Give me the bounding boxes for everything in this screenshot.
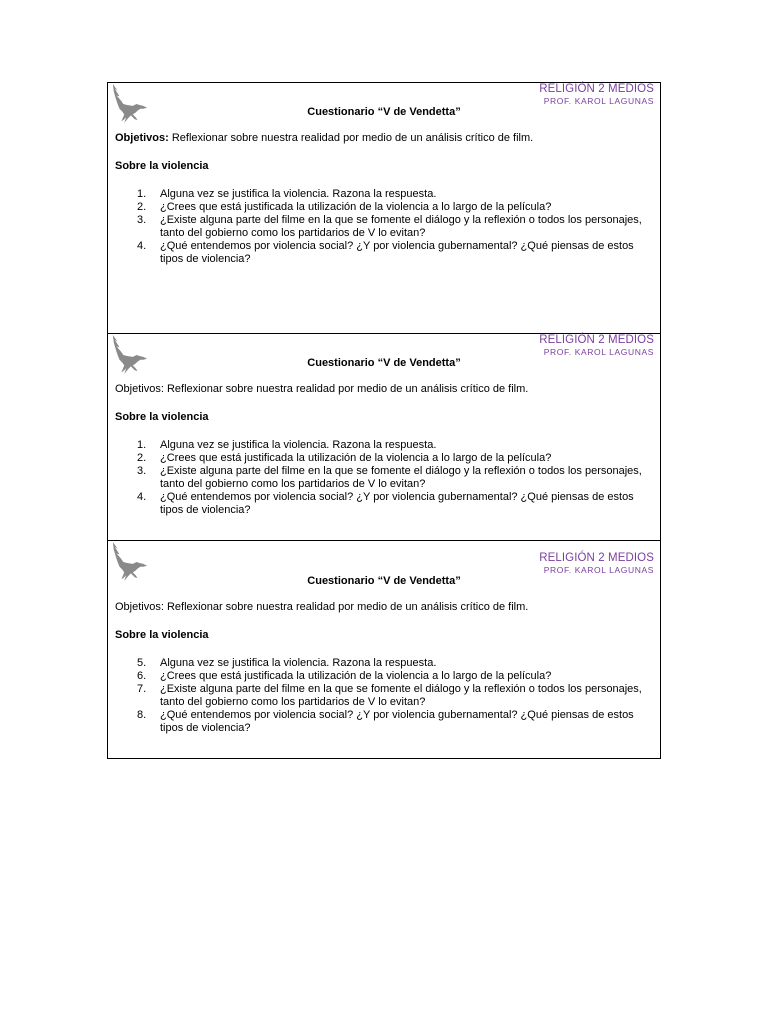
question-item bbox=[137, 201, 657, 214]
question-item bbox=[137, 491, 657, 517]
question-text: ¿Qué entendemos por violencia social? ¿Y por violencia gubernamental? ¿Qué piensas de estos tipos de violencia? bbox=[160, 491, 634, 516]
teacher-name: PROF. KAROL LAGUNAS bbox=[543, 565, 654, 575]
question-text: ¿Crees que está justificada la utilización de la violencia a lo largo de la película? bbox=[160, 670, 552, 682]
question-list bbox=[137, 657, 657, 735]
question-text: ¿Existe alguna parte del filme en la que se fomente el diálogo y la reflexión o todos los personajes, tanto del gobierno como los partidarios de V lo evitan? bbox=[160, 214, 642, 239]
question-number: 8. bbox=[137, 709, 147, 721]
question-number: 4. bbox=[137, 240, 147, 252]
question-number: 2. bbox=[137, 452, 147, 464]
course-header: RELIGIÓN 2 MEDIOS bbox=[539, 83, 654, 95]
questionnaire-title: Cuestionario “V de Vendetta” bbox=[307, 106, 461, 118]
question-text: ¿Qué entendemos por violencia social? ¿Y por violencia gubernamental? ¿Qué piensas de estos tipos de violencia? bbox=[160, 709, 634, 734]
course-header: RELIGIÓN 2 MEDIOS bbox=[539, 334, 654, 346]
question-item bbox=[137, 214, 657, 240]
question-number: 7. bbox=[137, 683, 147, 695]
question-item bbox=[137, 439, 657, 452]
course-header: RELIGIÓN 2 MEDIOS bbox=[539, 552, 654, 564]
question-number: 5. bbox=[137, 657, 147, 669]
objectives-text: Objetivos: Reflexionar sobre nuestra realidad por medio de un análisis crítico de film. bbox=[115, 383, 529, 395]
crow-icon bbox=[110, 83, 148, 125]
question-item bbox=[137, 657, 657, 670]
question-list bbox=[137, 188, 657, 266]
question-text: ¿Crees que está justificada la utilización de la violencia a lo largo de la película? bbox=[160, 452, 552, 464]
question-number: 4. bbox=[137, 491, 147, 503]
question-item bbox=[137, 683, 657, 709]
question-text: ¿Qué entendemos por violencia social? ¿Y por violencia gubernamental? ¿Qué piensas de estos tipos de violencia? bbox=[160, 240, 634, 265]
section-heading: Sobre la violencia bbox=[115, 629, 209, 641]
question-item bbox=[137, 452, 657, 465]
objectives-text: Objetivos: Reflexionar sobre nuestra realidad por medio de un análisis crítico de film. bbox=[115, 601, 529, 613]
question-number: 3. bbox=[137, 214, 147, 226]
objectives-text: Reflexionar sobre nuestra realidad por medio de un análisis crítico de film. bbox=[171, 132, 534, 144]
question-list bbox=[137, 439, 657, 517]
question-item bbox=[137, 670, 657, 683]
question-text: ¿Existe alguna parte del filme en la que se fomente el diálogo y la reflexión o todos los personajes, tanto del gobierno como los partidarios de V lo evitan? bbox=[160, 683, 642, 708]
crow-icon bbox=[110, 334, 148, 376]
question-text: Alguna vez se justifica la violencia. Razona la respuesta. bbox=[160, 439, 437, 451]
question-number: 2. bbox=[137, 201, 147, 213]
question-text: ¿Existe alguna parte del filme en la que se fomente el diálogo y la reflexión o todos los personajes, tanto del gobierno como los partidarios de V lo evitan? bbox=[160, 465, 642, 490]
teacher-name: PROF. KAROL LAGUNAS bbox=[543, 96, 654, 106]
question-item bbox=[137, 465, 657, 491]
questionnaire-card-1 bbox=[107, 82, 661, 334]
questionnaire-title: Cuestionario “V de Vendetta” bbox=[307, 575, 461, 587]
question-item bbox=[137, 240, 657, 266]
questionnaire-card-2 bbox=[107, 333, 661, 541]
section-heading: Sobre la violencia bbox=[115, 160, 209, 172]
question-number: 6. bbox=[137, 670, 147, 682]
question-number: 3. bbox=[137, 465, 147, 477]
question-number: 1. bbox=[137, 439, 147, 451]
question-text: ¿Crees que está justificada la utilización de la violencia a lo largo de la película? bbox=[160, 201, 552, 213]
worksheet bbox=[107, 82, 661, 759]
question-item bbox=[137, 709, 657, 735]
question-item bbox=[137, 188, 657, 201]
question-text: Alguna vez se justifica la violencia. Razona la respuesta. bbox=[160, 657, 437, 669]
questionnaire-title: Cuestionario “V de Vendetta” bbox=[307, 357, 461, 369]
question-number: 1. bbox=[137, 188, 147, 200]
question-text: Alguna vez se justifica la violencia. Razona la respuesta. bbox=[160, 188, 437, 200]
objectives-label: Objetivos: bbox=[115, 132, 169, 144]
questionnaire-card-3 bbox=[107, 540, 661, 759]
teacher-name: PROF. KAROL LAGUNAS bbox=[543, 347, 654, 357]
objectives bbox=[115, 132, 533, 144]
section-heading: Sobre la violencia bbox=[115, 411, 209, 423]
